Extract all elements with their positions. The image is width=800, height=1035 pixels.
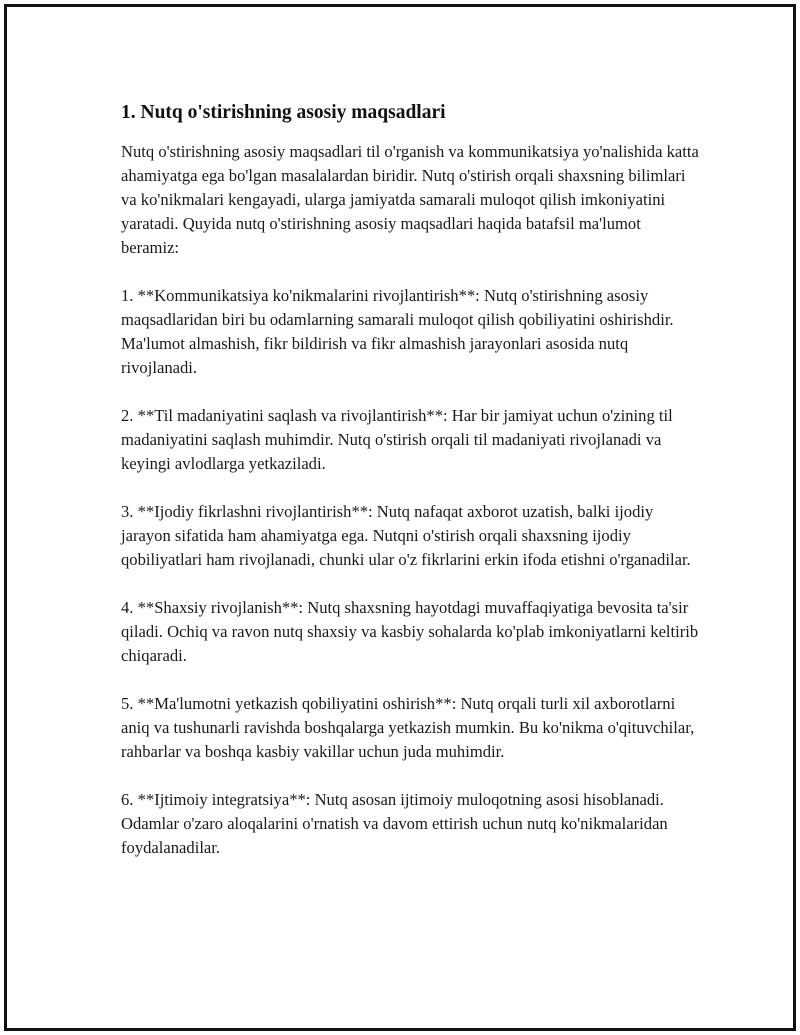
list-item-4: 4. **Shaxsiy rivojlanish**: Nutq shaxsning hayotdagi muvaffaqiyatiga bevosita ta'sir qiladi. Ochiq va ravon nutq shaxsiy va kasbiy sohalarda ko'plab imkoniyatlarni keltirib chiqaradi.: [121, 598, 699, 665]
document-body: [121, 99, 701, 884]
list-item-6: 6. **Ijtimoiy integratsiya**: Nutq asosan ijtimoiy muloqotning asosi hisoblanadi. Odamlar o'zaro aloqalarini o'rnatish va davom ettirish uchun nutq ko'nikmalaridan foydalanadilar.: [121, 790, 668, 857]
section-title: 1. Nutq o'stirishning asosiy maqsadlari: [121, 102, 446, 123]
list-item-1: 1. **Kommunikatsiya ko'nikmalarini rivojlantirish**: Nutq o'stirishning asosiy maqsadlaridan biri bu odamlarning samarali muloqot qilish qobiliyatini oshirishdir. Ma'lumot almashish, fikr bildirish va fikr almashish jarayonlari asosida nutq rivojlanadi.: [121, 286, 674, 377]
list-item-5: 5. **Ma'lumotni yetkazish qobiliyatini oshirish**: Nutq orqali turli xil axborotlarni aniq va tushunarli ravishda boshqalarga yetkazish mumkin. Bu ko'nikma o'qituvchilar, rahbarlar va boshqa kasbiy vakillar uchun juda muhimdir.: [121, 694, 695, 761]
list-item-2: 2. **Til madaniyatini saqlash va rivojlantirish**: Har bir jamiyat uchun o'zining til madaniyatini saqlash muhimdir. Nutq o'stirish orqali til madaniyati rivojlanadi va keyingi avlodlarga yetkaziladi.: [121, 406, 673, 473]
list-item-3: 3. **Ijodiy fikrlashni rivojlantirish**: Nutq nafaqat axborot uzatish, balki ijodiy jarayon sifatida ham ahamiyatga ega. Nutqni o'stirish orqali shaxsning ijodiy qobiliyatlari ham rivojlanadi, chunki ular o'z fikrlarini erkin ifoda etishni o'rganadilar.: [121, 502, 691, 569]
document-page: [4, 4, 796, 1031]
intro-paragraph: Nutq o'stirishning asosiy maqsadlari til o'rganish va kommunikatsiya yo'nalishida katta ahamiyatga ega bo'lgan masalalardan biridir. Nutq o'stirish orqali shaxsning bilimlari va ko'nikmalari kengayadi, ularga jamiyatda samarali muloqot qilish imkoniyatini yaratadi. Quyida nutq o'stirishning asosiy maqsadlari haqida batafsil ma'lumot beramiz:: [121, 142, 699, 257]
